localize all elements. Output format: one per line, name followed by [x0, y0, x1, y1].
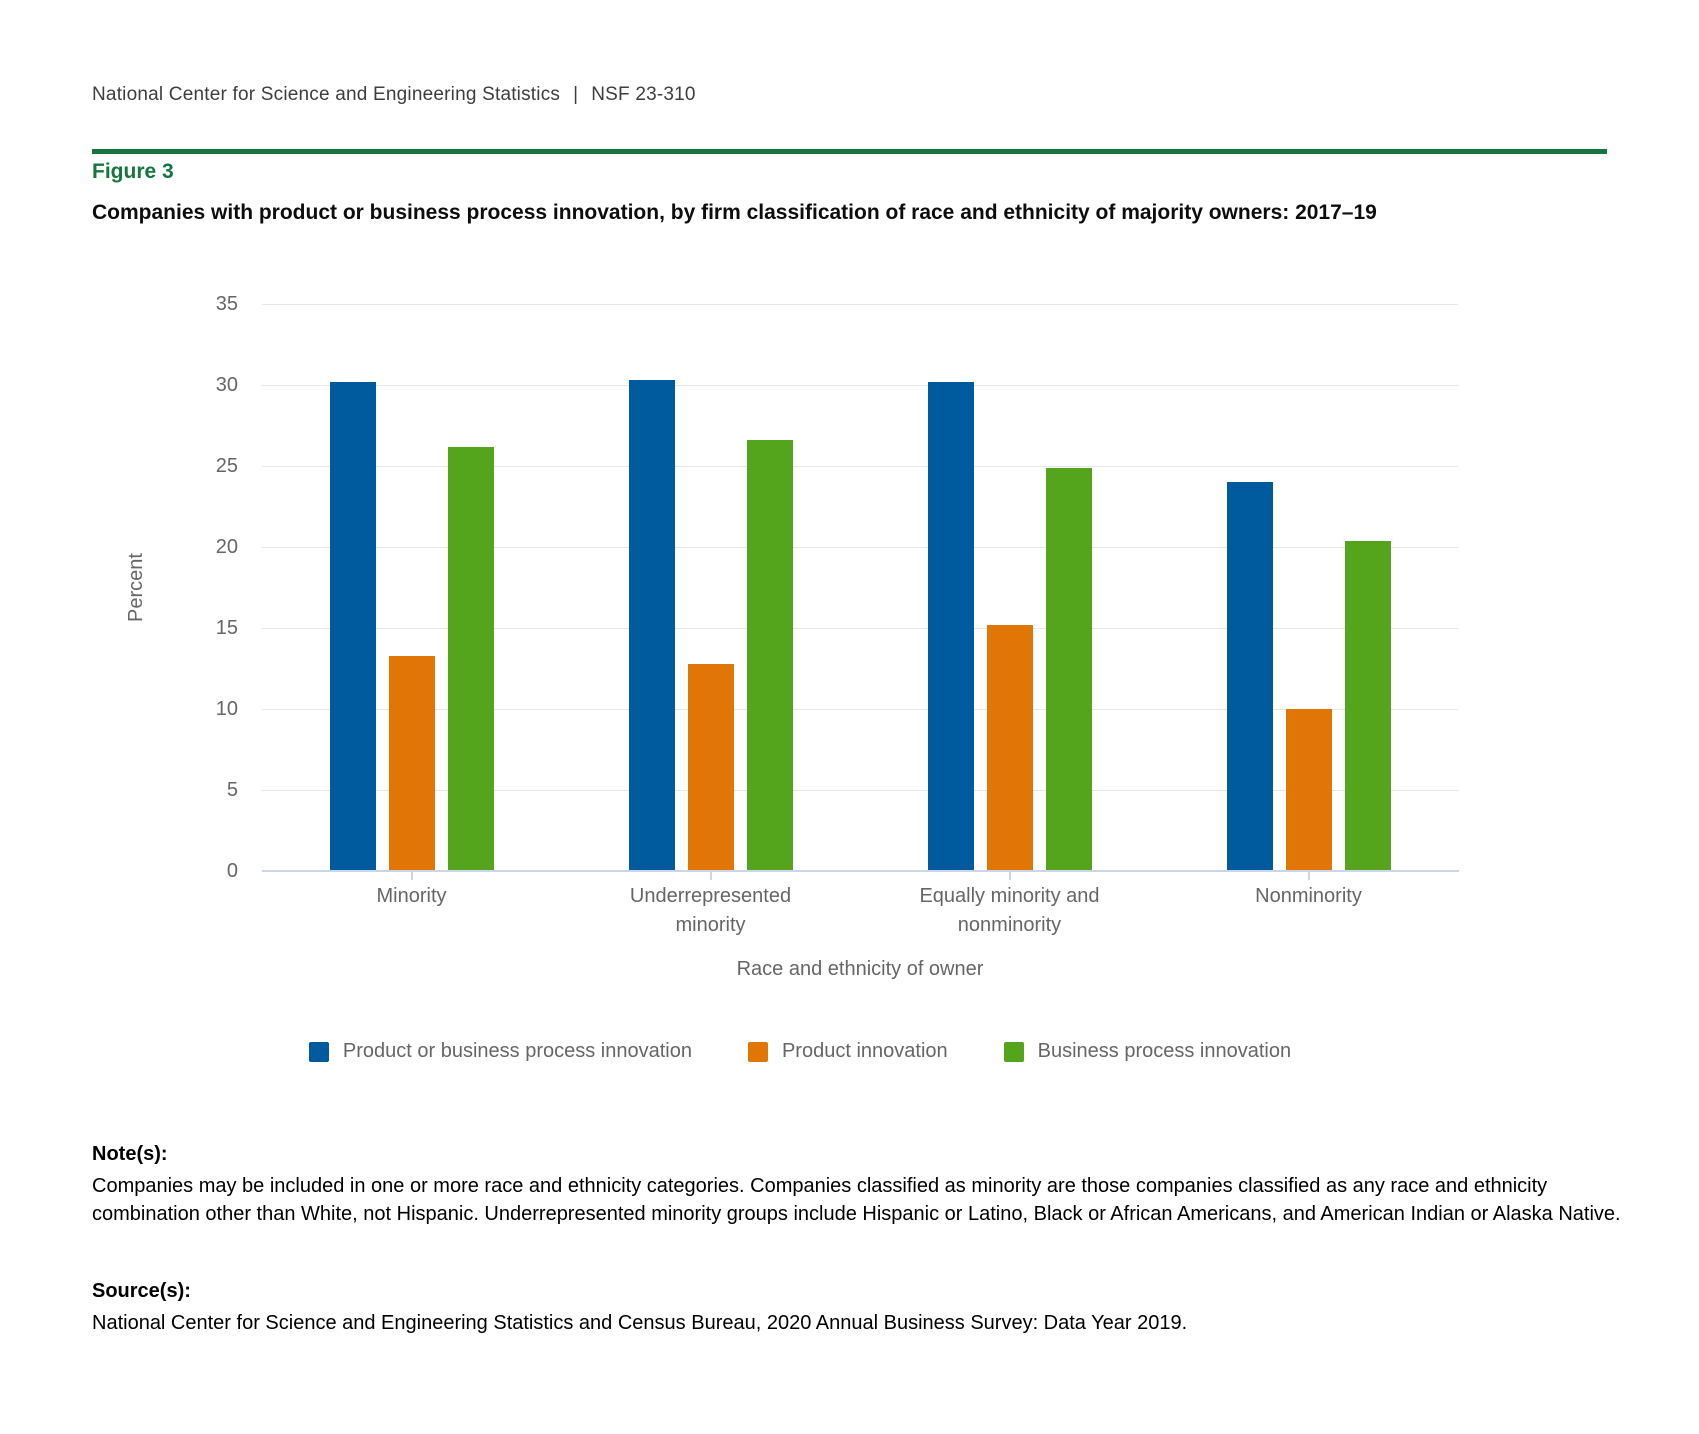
legend-label: Business process innovation — [1037, 1040, 1292, 1062]
x-axis-tick — [411, 872, 413, 880]
chart-legend — [0, 1040, 1600, 1063]
x-axis-title — [262, 958, 1458, 981]
gridline — [262, 304, 1458, 305]
source-body: National Center for Science and Engineering Statistics and Census Bureau, 2020 Annual Business Survey: Data Year 2019. — [92, 1312, 1188, 1334]
legend-item-business-process-innovation[interactable] — [1004, 1040, 1291, 1063]
y-tick-label: 5 — [226, 779, 238, 801]
x-axis-title-text: Race and ethnicity of owner — [736, 958, 984, 980]
x-category-label: Minority — [376, 885, 447, 907]
y-tick-label: 10 — [215, 698, 238, 720]
report-number: NSF 23-310 — [591, 84, 696, 105]
legend-item-product-innovation[interactable] — [748, 1040, 948, 1063]
bar — [928, 382, 974, 871]
y-tick-label: 20 — [215, 536, 238, 558]
x-category-label: Equally minority and nonminority — [919, 885, 1100, 936]
bar — [1046, 468, 1092, 871]
figure-title: Companies with product or business process innovation, by firm classification of race and ethnicity of majority owners: 2017–19 — [92, 201, 1377, 224]
y-tick-label: 35 — [215, 293, 238, 315]
legend-item-product-or-business-process-innovation[interactable] — [309, 1040, 692, 1063]
legend-swatch-icon — [309, 1042, 329, 1062]
bar — [389, 656, 435, 871]
source-section — [92, 1277, 1624, 1337]
gridline — [262, 466, 1458, 467]
bar — [747, 440, 793, 871]
notes-section — [92, 1140, 1624, 1228]
x-axis-tick — [1308, 872, 1310, 880]
plot-area — [262, 304, 1458, 871]
legend-label: Product or business process innovation — [342, 1040, 692, 1062]
gridline — [262, 385, 1458, 386]
x-axis-tick — [1009, 872, 1011, 880]
y-axis-title-text: Percent — [124, 553, 147, 622]
bar — [448, 447, 494, 871]
org-name: National Center for Science and Engineering Statistics — [92, 84, 561, 105]
y-tick-label: 15 — [215, 617, 238, 639]
bar — [1227, 482, 1273, 871]
figure-label: Figure 3 — [92, 160, 174, 183]
x-axis-tick — [710, 872, 712, 880]
gridline — [262, 547, 1458, 548]
x-category-label: Underrepresented minority — [629, 885, 792, 936]
header-separator: | — [573, 84, 579, 105]
bar — [1345, 541, 1391, 871]
gridline — [262, 790, 1458, 791]
source-heading: Source(s): — [92, 1280, 191, 1302]
gridline — [262, 709, 1458, 710]
bar — [987, 625, 1033, 871]
green-divider-rule — [92, 149, 1607, 154]
y-tick-label: 30 — [215, 374, 238, 396]
bar — [629, 380, 675, 871]
report-header — [92, 84, 696, 106]
legend-swatch-icon — [1004, 1042, 1024, 1062]
x-axis-line — [262, 870, 1459, 872]
notes-body: Companies may be included in one or more race and ethnicity categories. Companies classified as minority are those companies classified as any race and ethnicity combination other than White, not Hispanic. Underrepresented minority groups include Hispanic or Latino, Black or African Americans, and American Indian or Alaska Native. — [92, 1175, 1621, 1225]
y-tick-label: 25 — [215, 455, 238, 477]
legend-label: Product innovation — [781, 1040, 948, 1062]
y-tick-label: 0 — [226, 860, 238, 882]
legend-swatch-icon — [748, 1042, 768, 1062]
gridline — [262, 628, 1458, 629]
x-category-label: Nonminority — [1255, 885, 1362, 907]
bar — [1286, 709, 1332, 871]
notes-heading: Note(s): — [92, 1143, 168, 1165]
bar — [330, 382, 376, 871]
bar — [688, 664, 734, 871]
